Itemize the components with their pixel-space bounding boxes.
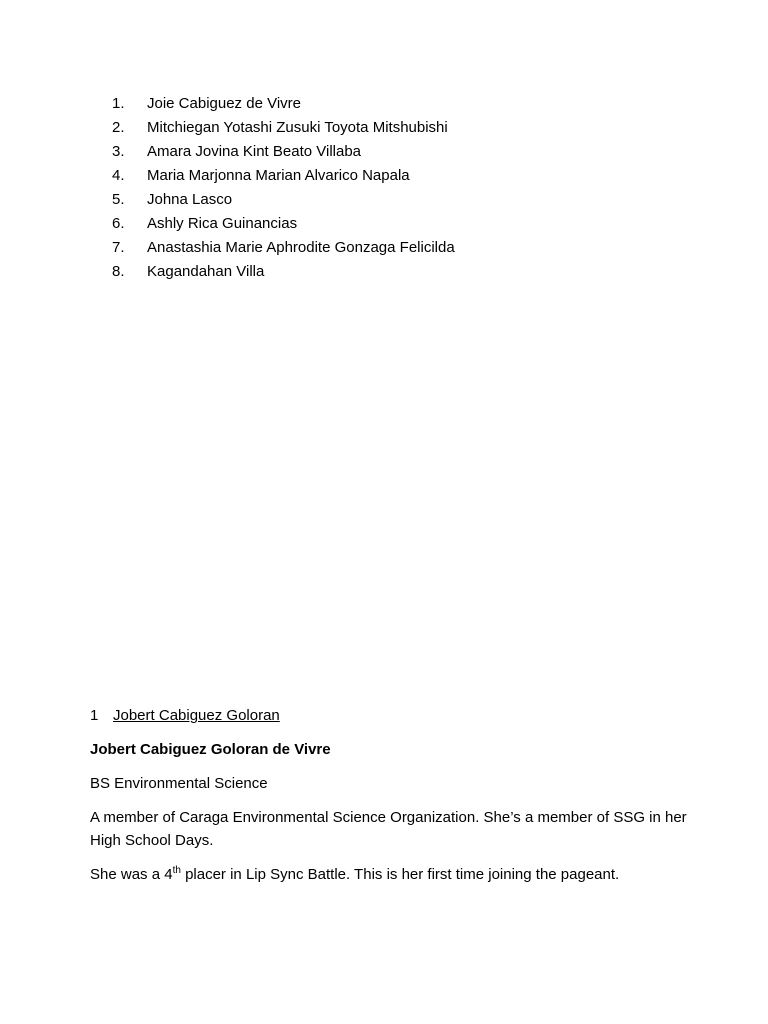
list-item-name: Amara Jovina Kint Beato Villaba [147, 143, 362, 160]
profile-full-name: Jobert Cabiguez Goloran de Vivre [90, 741, 331, 758]
profile-heading-name: Jobert Cabiguez Goloran [113, 707, 280, 724]
list-item [92, 92, 455, 116]
list-item [92, 212, 455, 236]
list-item [92, 260, 455, 284]
list-item-name: Anastashia Marie Aphrodite Gonzaga Felicilda [147, 239, 455, 256]
list-item [92, 164, 455, 188]
profile-section [90, 704, 700, 897]
profile-description: A member of Caraga Environmental Science Organization. She’s a member of SSG in her High School Days. [90, 809, 687, 849]
list-item-number: 6. [112, 215, 125, 232]
list-item [92, 236, 455, 260]
name-list [92, 92, 455, 284]
list-item-name: Johna Lasco [147, 191, 233, 208]
profile-achievement [90, 863, 700, 886]
list-item-name: Maria Marjonna Marian Alvarico Napala [147, 167, 410, 184]
list-item-number: 3. [112, 143, 125, 160]
achievement-text-after: placer in Lip Sync Battle. This is her first time joining the pageant. [180, 866, 620, 883]
list-item-name: Joie Cabiguez de Vivre [147, 95, 301, 112]
list-item-number: 1. [112, 95, 125, 112]
list-item-number: 8. [112, 263, 125, 280]
list-item-number: 5. [112, 191, 125, 208]
achievement-text-before: She was a 4 [90, 866, 173, 883]
list-item-number: 2. [112, 119, 125, 136]
list-item-number: 7. [112, 239, 125, 256]
list-item-name: Ashly Rica Guinancias [147, 215, 298, 232]
list-item-name: Mitchiegan Yotashi Zusuki Toyota Mitshubishi [147, 119, 448, 136]
list-item [92, 188, 455, 212]
list-item-number: 4. [112, 167, 125, 184]
list-item [92, 116, 455, 140]
profile-number: 1 [90, 707, 99, 724]
list-item [92, 140, 455, 164]
list-item-name: Kagandahan Villa [147, 263, 265, 280]
profile-heading [90, 704, 700, 727]
profile-course: BS Environmental Science [90, 775, 268, 792]
achievement-superscript: th [172, 865, 181, 876]
